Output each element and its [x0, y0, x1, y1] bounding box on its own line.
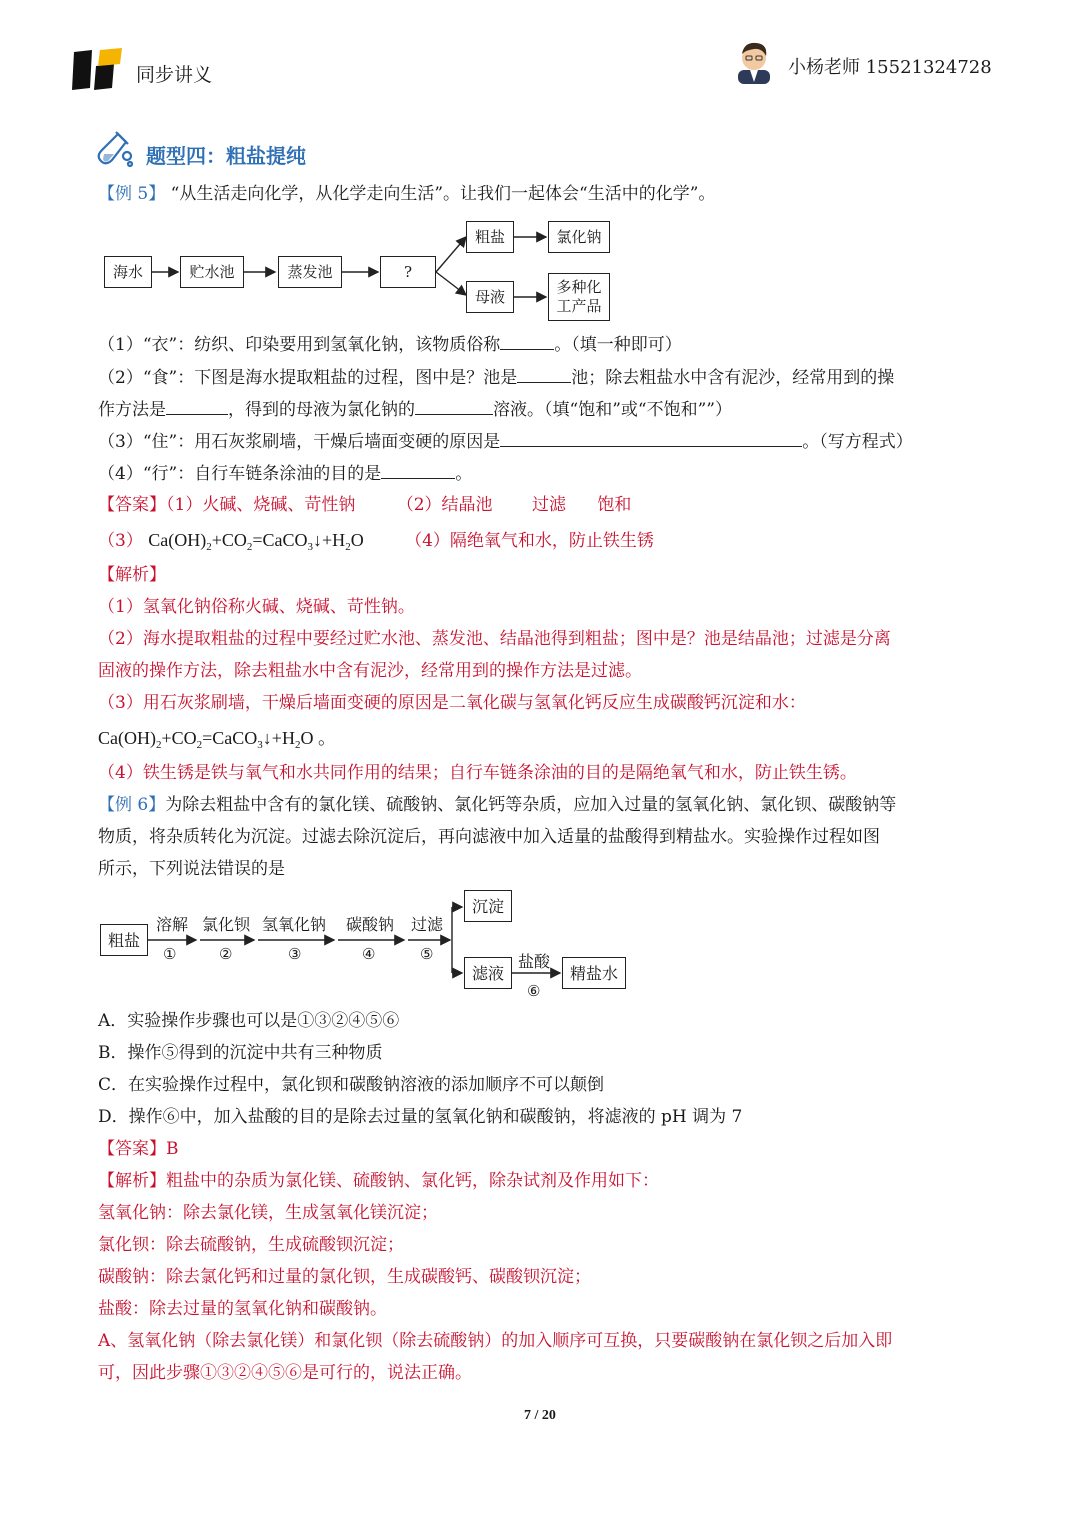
flow-box-evaporation: 蒸发池	[278, 256, 342, 288]
step-6-number: ⑥	[527, 982, 541, 1000]
q1-blank	[500, 333, 554, 350]
flow-box-products-line1: 多种化	[556, 278, 602, 296]
step-4-number: ④	[362, 945, 376, 963]
flow-box-unknown: ?	[380, 256, 436, 288]
ex5-answer-4: 饱和	[597, 495, 632, 515]
q2-blank2	[166, 398, 228, 415]
ex5-answer-6: （4）隔绝氧气和水，防止铁生锈	[405, 531, 654, 551]
flow-box-mother-liquor: 母液	[466, 281, 514, 313]
step-2-number: ②	[219, 945, 233, 963]
q2-blank1	[517, 366, 571, 383]
ex6-answer: B	[166, 1139, 179, 1159]
step-na2co3: 碳酸钠	[346, 915, 395, 934]
q2-text2: 池；除去粗盐水中含有泥沙，经常用到的操	[571, 368, 895, 388]
ex5-explain-3: （3）用石灰浆刷墙，干燥后墙面变硬的原因是二氧化碳与氢氧化钙反应生成碳酸钙沉淀和水：	[98, 693, 806, 713]
ex5-answer-tag: 【答案】	[98, 495, 166, 515]
page-number: 7 / 20	[524, 1408, 556, 1423]
option-d: D．操作⑥中，加入盐酸的目的是除去过量的氢氧化钠和碳酸钠，将滤液的 pH 调为 7	[98, 1107, 743, 1127]
flow-box-precipitate: 沉淀	[464, 890, 512, 922]
logo	[70, 44, 126, 94]
step-1-number: ①	[163, 945, 177, 963]
q4-text: （4）“行”：自行车链条涂油的目的是	[98, 464, 382, 484]
flow-box-products-line2: 工产品	[556, 297, 602, 315]
ex5-explain-equation: $Ca(OH)_2+CO_2=CaCO_3↓+H_2O$ 。	[98, 728, 336, 751]
ex6-explain-0: 粗盐中的杂质为氯化镁、硫酸钠、氯化钙，除杂试剂及作用如下：	[166, 1171, 659, 1191]
flow-box-products	[548, 273, 610, 321]
flow-box-filtrate: 滤液	[464, 957, 512, 989]
ex6-stem-1: 为除去粗盐中含有的氯化镁、硫酸钠、氯化钙等杂质，应加入过量的氢氧化钠、氯化钡、碳酸钠等	[165, 795, 897, 815]
teacher-avatar	[732, 38, 776, 84]
option-c: C．在实验操作过程中，氯化钡和碳酸钠溶液的添加顺序不可以颠倒	[98, 1075, 605, 1095]
ex5-intro: “从生活走向化学，从化学走向生活”。让我们一起体会“生活中的化学”。	[170, 184, 716, 204]
ex5-explain-1: （1）氢氧化钠俗称火碱、烧碱、苛性钠。	[98, 597, 415, 617]
option-b: B．操作⑤得到的沉淀中共有三种物质	[98, 1043, 383, 1063]
q3-text: （3）“住”：用石灰浆刷墙，干燥后墙面变硬的原因是	[98, 432, 501, 452]
step-filter: 过滤	[411, 915, 444, 934]
ex5-equation: $Ca(OH)_2+CO_2=CaCO_3↓+H_2O$	[148, 530, 364, 553]
ex6-explain-4: 盐酸：除去过量的氢氧化钠和碳酸钠。	[98, 1299, 387, 1319]
ex6-stem-2: 物质，将杂质转化为沉淀。过滤去除沉淀后，再向滤液中加入适量的盐酸得到精盐水。实验操作过程如图	[98, 827, 880, 847]
ex6-explain-2: 氯化钡：除去硫酸钠，生成硫酸钡沉淀；	[98, 1235, 404, 1255]
flow-box-seawater: 海水	[104, 256, 152, 288]
q3-tail: 。（写方程式）	[802, 432, 913, 452]
step-5-number: ⑤	[420, 945, 434, 963]
step-dissolve: 溶解	[156, 915, 189, 934]
brand-title: 同步讲义	[136, 64, 213, 86]
ex5-explain-2b: 固液的操作方法，除去粗盐水中含有泥沙，经常用到的操作方法是过滤。	[98, 661, 642, 681]
ex5-tag: 【例 5】	[98, 184, 166, 204]
ex6-answer-tag: 【答案】	[98, 1139, 166, 1159]
flow-box-nacl: 氯化钠	[548, 221, 610, 253]
q2-text5: 溶液。（填“饱和”或“不饱和””）	[493, 400, 732, 420]
flow-box-reservoir: 贮水池	[180, 256, 244, 288]
ex5-explain-tag: 【解析】	[98, 565, 166, 585]
ex5-explain-4: （4）铁生锈是铁与氧气和水共同作用的结果；自行车链条涂油的目的是隔绝氧气和水，防止铁生锈。	[98, 763, 857, 783]
q1-text: （1）“衣”：纺织、印染要用到氢氧化钠，该物质俗称	[98, 335, 501, 355]
q2-text4: ，得到的母液为氯化钠的	[228, 400, 415, 420]
ex5-answer-2: （2）结晶池	[396, 495, 493, 515]
ex6-explain-5b: 可，因此步骤①③②④⑤⑥是可行的，说法正确。	[98, 1363, 472, 1383]
q3-blank	[500, 430, 802, 447]
option-a: A．实验操作步骤也可以是①③②④⑤⑥	[98, 1011, 400, 1031]
ex6-explain-3: 碳酸钠：除去氯化钙和过量的氯化钡，生成碳酸钙、碳酸钡沉淀；	[98, 1267, 591, 1287]
q2-text3: 作方法是	[98, 400, 166, 420]
ex5-answer-1: （1）火碱、烧碱、苛性钠	[166, 495, 356, 515]
q2-text: （2）“食”：下图是海水提取粗盐的过程，图中是？池是	[98, 368, 518, 388]
step-3-number: ③	[288, 945, 302, 963]
flow-box-refined-brine: 精盐水	[562, 957, 626, 989]
q2-blank3	[415, 398, 493, 415]
flask-icon	[96, 130, 136, 170]
ex6-stem-3: 所示，下列说法错误的是	[98, 859, 285, 879]
flow-box-crude-salt-2: 粗盐	[100, 924, 148, 956]
q1-tail: 。（填一种即可）	[554, 335, 682, 355]
ex5-explain-2a: （2）海水提取粗盐的过程中要经过贮水池、蒸发池、结晶池得到粗盐；图中是？池是结晶池；过滤是分离	[98, 629, 891, 649]
step-bacl2: 氯化钡	[202, 915, 251, 934]
teacher-contact: 小杨老师 15521324728	[788, 57, 992, 78]
step-naoh: 氢氧化钠	[262, 915, 327, 934]
step-hcl: 盐酸	[518, 952, 551, 971]
section-title: 题型四：粗盐提纯	[146, 144, 306, 168]
ex6-explain-5a: A、氢氧化钠（除去氯化镁）和氯化钡（除去硫酸钠）的加入顺序可互换，只要碳酸钠在氯化钡之后加入即	[98, 1331, 893, 1351]
q4-tail: 。	[455, 464, 473, 484]
ex5-answer-5-label: （3）	[98, 531, 143, 551]
ex6-tag: 【例 6】	[98, 795, 166, 815]
ex6-explain-1: 氢氧化钠：除去氯化镁，生成氢氧化镁沉淀；	[98, 1203, 438, 1223]
ex5-answer-3: 过滤	[531, 495, 566, 515]
q4-blank	[381, 462, 455, 479]
flow-box-crude-salt: 粗盐	[466, 221, 514, 253]
ex6-explain-tag: 【解析】	[98, 1171, 166, 1191]
